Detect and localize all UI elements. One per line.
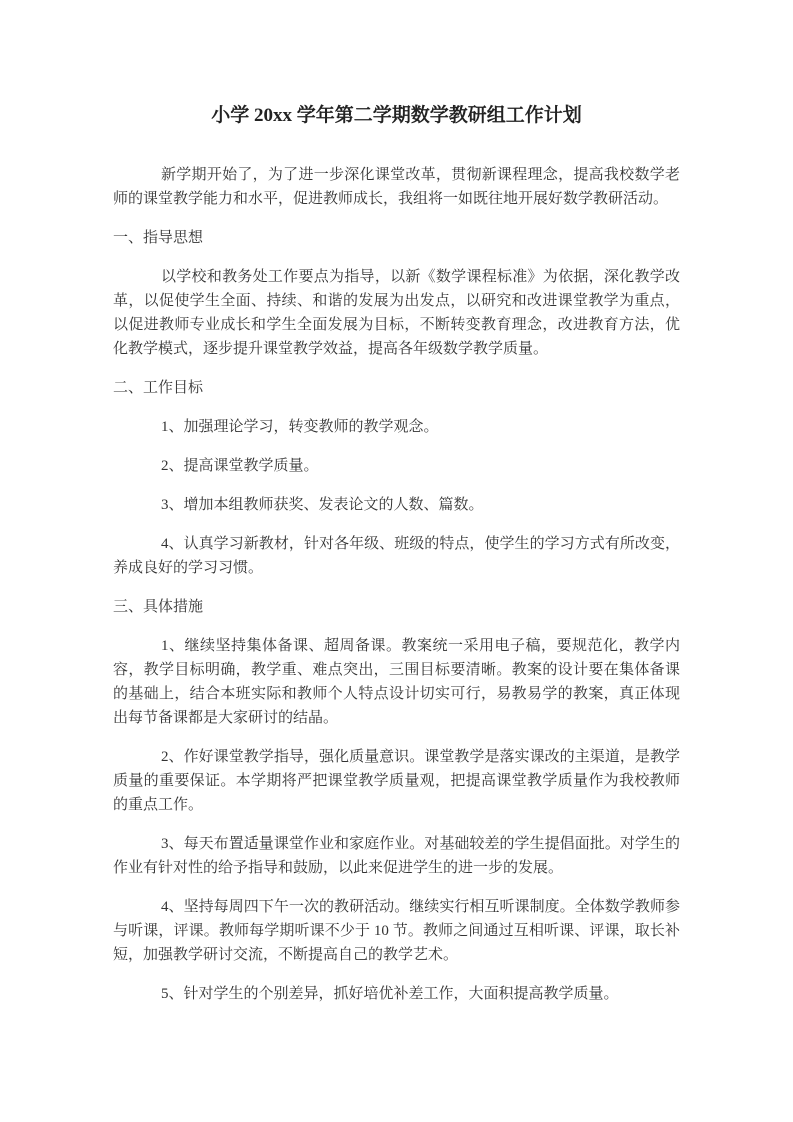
intro-paragraph: 新学期开始了，为了进一步深化课堂改革，贯彻新课程理念，提高我校数学老师的课堂教学能力和水平，促进教师成长，我组将一如既往地开展好数学教研活动。	[113, 167, 680, 207]
section-1-paragraph-1: 以学校和教务处工作要点为指导，以新《数学课程标准》为依据，深化教学改革，以促使学生全面、持续、和谐的发展为出发点，以研究和改进课堂教学为重点，以促进教师专业成长和学生全面发展为目标，不断转变教育理念，改进教育方法，优化教学模式，逐步提升课堂教学效益，提高各年级数学教学质量。	[113, 269, 680, 357]
section-2-item-1: 1、加强理论学习，转变教师的教学观念。	[161, 419, 439, 435]
section-3-heading: 三、具体措施	[113, 599, 204, 615]
document-title: 小学 20xx 学年第二学期数学教研组工作计划	[211, 105, 582, 126]
section-2-item-2: 2、提高课堂教学质量。	[161, 458, 319, 474]
section-1-heading: 一、指导思想	[113, 230, 204, 246]
section-2-item-4: 4、认真学习新教材，针对各年级、班级的特点，使学生的学习方式有所改变，养成良好的学习习惯。	[113, 536, 680, 576]
section-3-item-1: 1、继续坚持集体备课、超周备课。教案统一采用电子稿，要规范化，教学内容，教学目标明确，教学重、难点突出，三围目标要清晰。教案的设计要在集体备课的基础上，结合本班实际和教师个人特点设计切实可行，易教易学的教案，真正体现出每节备课都是大家研讨的结晶。	[113, 638, 680, 726]
section-2-heading: 二、工作目标	[113, 380, 204, 396]
section-3-item-3: 3、每天布置适量课堂作业和家庭作业。对基础较差的学生提倡面批。对学生的作业有针对性的给予指导和鼓励，以此来促进学生的进一步的发展。	[113, 836, 680, 876]
section-3-item-4: 4、坚持每周四下午一次的教研活动。继续实行相互听课制度。全体数学教师参与听课，评课。教师每学期听课不少于 10 节。教师之间通过互相听课、评课，取长补短，加强教学研讨交流，不断提高自己的教学艺术。	[113, 899, 680, 963]
section-3-item-5: 5、针对学生的个别差异，抓好培优补差工作，大面积提高教学质量。	[161, 986, 619, 1002]
section-3-item-2: 2、作好课堂教学指导，强化质量意识。课堂教学是落实课改的主渠道，是教学质量的重要保证。本学期将严把课堂教学质量观，把提高课堂教学质量作为我校教师的重点工作。	[113, 749, 680, 813]
section-2-item-3: 3、增加本组教师获奖、发表论文的人数、篇数。	[161, 497, 484, 513]
